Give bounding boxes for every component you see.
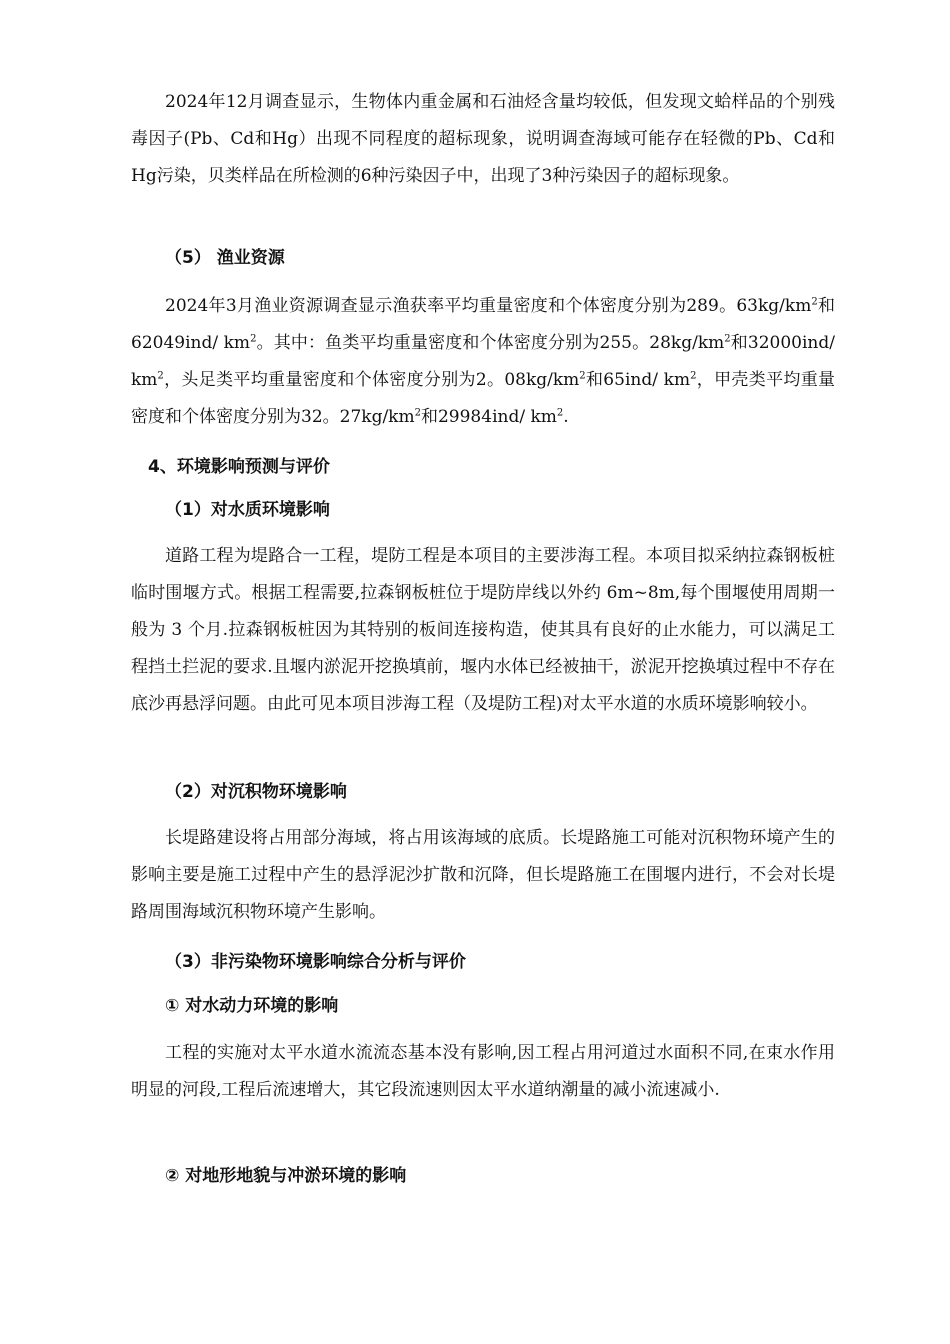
- heading-water-quality: （1）对水质环境影响: [165, 500, 330, 520]
- paragraph-text: 长堤路建设将占用部分海域，将占用该海域的底质。长堤路施工可能对沉积物环境产生的影响主要是施工过程中产生的悬浮泥沙扩散和沉降，但长堤路施工在围堰内进行，不会对长堤路周围海域沉积物环境产生影响。: [131, 828, 835, 922]
- fishery-text-4: 和32000ind/ km: [131, 333, 835, 390]
- paragraph-fishery-survey: [131, 288, 835, 436]
- heading-hydrodynamic: ① 对水动力环境的影响: [165, 996, 339, 1016]
- superscript: 2: [811, 296, 818, 308]
- paragraph-text: 工程的实施对太平水道水流流态基本没有影响,因工程占用河道过水面积不同,在束水作用明显的河段,工程后流速增大，其它段流速则因太平水道纳潮量的减小流速减小.: [131, 1043, 835, 1100]
- fishery-text-8: 和29984ind/ km: [420, 407, 557, 427]
- fishery-text-3: 。其中：鱼类平均重量密度和个体密度分别为255。28kg/km: [256, 333, 725, 353]
- fishery-text-1: 2024年3月渔业资源调查显示渔获率平均重量密度和个体密度分别为289。63kg/km: [165, 296, 812, 316]
- heading-non-pollutant: （3）非污染物环境影响综合分析与评价: [165, 952, 466, 972]
- paragraph-text: 道路工程为堤路合一工程，堤防工程是本项目的主要涉海工程。本项目拟采纳拉森钢板桩临时围堰方式。根据工程需要,拉森钢板桩位于堤防岸线以外约 6m~8m,每个围堰使用周期一般为 3 个月.拉森钢板桩因为其特别的板间连接构造，使其具有良好的止水能力，可以满足工程挡土拦泥的要求.且堰内淤泥开挖换填前，堰内水体已经被抽干，淤泥开挖换填过程中不存在底沙再悬浮问题。由此可见本项目涉海工程（及堤防工程)对太平水道的水质环境影响较小。: [131, 546, 835, 714]
- paragraph-hydrodynamic: [131, 1035, 835, 1109]
- fishery-text-2: 和62049ind/ km: [131, 296, 836, 353]
- superscript: 2: [157, 370, 164, 382]
- paragraph-sediment: [131, 820, 835, 931]
- heading-section-4: 4、环境影响预测与评价: [148, 457, 330, 477]
- fishery-text-7: ，甲壳类平均重量密度和个体密度分别为32。27kg/km: [131, 370, 836, 427]
- paragraph-heavy-metal-survey: [131, 84, 835, 195]
- paragraph-text: 2024年12月调查显示，生物体内重金属和石油烃含量均较低，但发现文蛤样品的个别残毒因子(Pb、Cd和Hg）出现不同程度的超标现象，说明调查海域可能存在轻微的Pb、Cd和Hg污染，贝类样品在所检测的6种污染因子中，出现了3种污染因子的超标现象。: [131, 92, 835, 186]
- superscript: 2: [250, 333, 257, 345]
- fishery-text-6: 和65ind/ km: [585, 370, 691, 390]
- superscript: 2: [690, 370, 697, 382]
- heading-fishery-resources: （5） 渔业资源: [165, 248, 285, 268]
- heading-sediment: （2）对沉积物环境影响: [165, 782, 347, 802]
- superscript: 2: [414, 407, 421, 419]
- heading-terrain-erosion: ② 对地形地貌与冲淤环境的影响: [165, 1166, 407, 1186]
- fishery-text-9: .: [563, 407, 569, 427]
- fishery-text-5: ，头足类平均重量密度和个体密度分别为2。08kg/km: [163, 370, 580, 390]
- superscript: 2: [724, 333, 731, 345]
- paragraph-water-quality: [131, 538, 835, 723]
- superscript: 2: [556, 407, 564, 419]
- superscript: 2: [579, 370, 586, 382]
